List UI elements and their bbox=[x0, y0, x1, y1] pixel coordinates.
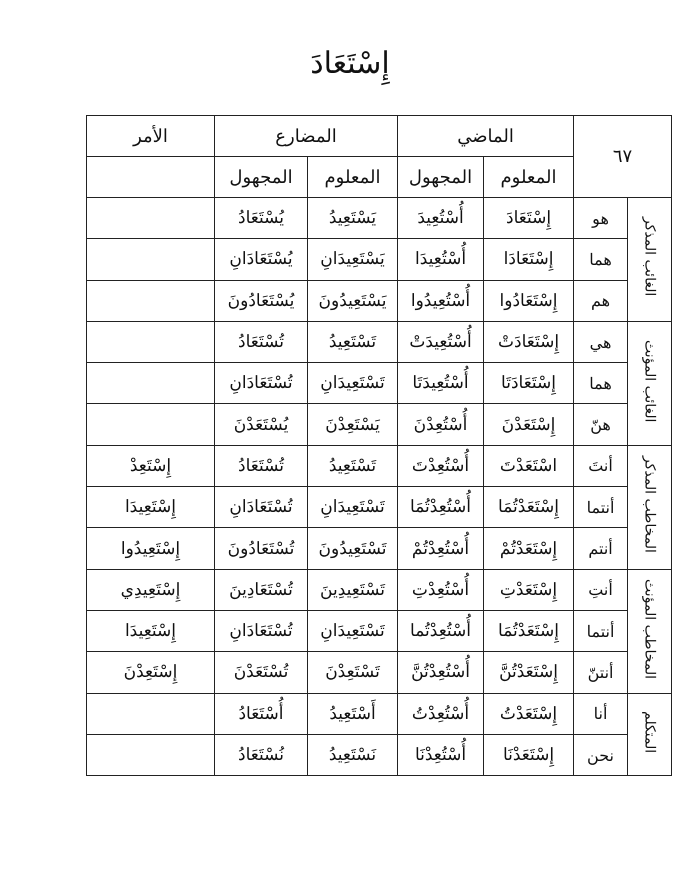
pronoun-cell: هما bbox=[574, 363, 628, 404]
mudari-maloum-cell: يَسْتَعِيدُونَ bbox=[308, 280, 398, 321]
table-row bbox=[87, 693, 672, 734]
page-title: إِسْتَعَادَ bbox=[310, 46, 390, 81]
header-madi-majhoul: المجهول bbox=[398, 157, 484, 198]
mudari-maloum-cell: يَسْتَعِيدُ bbox=[308, 198, 398, 239]
mudari-maloum-cell: يَسْتَعِيدَانِ bbox=[308, 239, 398, 280]
madi-majhoul-cell: أُسْتُعِيدَتْ bbox=[398, 321, 484, 362]
madi-maloum-cell: إِسْتَعَدْتُمْ bbox=[484, 528, 574, 569]
group-label-text: الغائب المذكر bbox=[641, 217, 658, 297]
pronoun-cell: هو bbox=[574, 198, 628, 239]
table-row bbox=[87, 198, 672, 239]
mudari-majhoul-cell: تُسْتَعَادَانِ bbox=[215, 487, 308, 528]
amr-cell bbox=[87, 280, 215, 321]
table-row bbox=[87, 363, 672, 404]
table-row bbox=[87, 610, 672, 651]
madi-majhoul-cell: أُسْتُعِدْتِ bbox=[398, 569, 484, 610]
table-row bbox=[87, 528, 672, 569]
mudari-majhoul-cell: أُسْتَعَادُ bbox=[215, 693, 308, 734]
madi-majhoul-cell: أُسْتُعِدْتَ bbox=[398, 445, 484, 486]
pronoun-cell: هما bbox=[574, 239, 628, 280]
header-madi: الماضي bbox=[398, 116, 574, 157]
mudari-maloum-cell: تَسْتَعِيدُ bbox=[308, 445, 398, 486]
madi-maloum-cell: إِسْتَعَدْتِ bbox=[484, 569, 574, 610]
mudari-majhoul-cell: تُسْتَعَادَانِ bbox=[215, 610, 308, 651]
madi-majhoul-cell: أُسْتُعِدْتُما bbox=[398, 610, 484, 651]
mudari-maloum-cell: تَسْتَعِيدَانِ bbox=[308, 610, 398, 651]
amr-cell: إِسْتَعِيدُوا bbox=[87, 528, 215, 569]
madi-majhoul-cell: أُسْتُعِيدَتَا bbox=[398, 363, 484, 404]
header-mudari: المضارع bbox=[215, 116, 398, 157]
amr-cell: إِسْتَعِيدَا bbox=[87, 487, 215, 528]
table-row bbox=[87, 445, 672, 486]
amr-cell: إِسْتَعِدْ bbox=[87, 445, 215, 486]
madi-majhoul-cell: أُسْتُعِدْتُمْ bbox=[398, 528, 484, 569]
amr-cell bbox=[87, 734, 215, 775]
mudari-majhoul-cell: تُسْتَعَادُ bbox=[215, 445, 308, 486]
amr-cell bbox=[87, 404, 215, 445]
amr-cell bbox=[87, 363, 215, 404]
madi-maloum-cell: إِسْتَعَادُوا bbox=[484, 280, 574, 321]
pronoun-cell: أنتم bbox=[574, 528, 628, 569]
madi-majhoul-cell: أُسْتُعِدْتُمَا bbox=[398, 487, 484, 528]
madi-maloum-cell: إِسْتَعَادَا bbox=[484, 239, 574, 280]
group-label-text: المخاطب المذكر bbox=[641, 456, 658, 554]
madi-majhoul-cell: أُسْتُعِيدُوا bbox=[398, 280, 484, 321]
table-row bbox=[87, 487, 672, 528]
group-label bbox=[628, 321, 672, 445]
header-amr: الأمر bbox=[87, 116, 215, 157]
header-mudari-maloum: المعلوم bbox=[308, 157, 398, 198]
madi-maloum-cell: إِسْتَعَادَ bbox=[484, 198, 574, 239]
mudari-majhoul-cell: نُسْتَعَادُ bbox=[215, 734, 308, 775]
table-row bbox=[87, 652, 672, 693]
madi-maloum-cell: إِسْتَعَادَتَا bbox=[484, 363, 574, 404]
madi-maloum-cell: إِسْتَعَدْنَا bbox=[484, 734, 574, 775]
table-row bbox=[87, 239, 672, 280]
pronoun-cell: هي bbox=[574, 321, 628, 362]
pronoun-cell: أنتنّ bbox=[574, 652, 628, 693]
header-mudari-majhoul: المجهول bbox=[215, 157, 308, 198]
mudari-maloum-cell: تَسْتَعِيدُونَ bbox=[308, 528, 398, 569]
pronoun-cell: أنتما bbox=[574, 610, 628, 651]
mudari-majhoul-cell: تُسْتَعَادُ bbox=[215, 321, 308, 362]
group-label-text: المخاطب المؤنث bbox=[641, 578, 658, 679]
madi-maloum-cell: إِسْتَعَدْنَ bbox=[484, 404, 574, 445]
madi-majhoul-cell: أُسْتُعِيدَ bbox=[398, 198, 484, 239]
madi-maloum-cell: إِسْتَعَدْتُمَا bbox=[484, 487, 574, 528]
pronoun-cell: هنّ bbox=[574, 404, 628, 445]
table-row bbox=[87, 569, 672, 610]
mudari-maloum-cell: تَسْتَعِيدِينَ bbox=[308, 569, 398, 610]
amr-cell bbox=[87, 239, 215, 280]
madi-majhoul-cell: أُسْتُعِيدَا bbox=[398, 239, 484, 280]
amr-cell: إِسْتَعِدْنَ bbox=[87, 652, 215, 693]
amr-cell: إِسْتَعِيدَا bbox=[87, 610, 215, 651]
madi-maloum-cell: إِسْتَعَدْتُمَا bbox=[484, 610, 574, 651]
amr-cell bbox=[87, 693, 215, 734]
pronoun-cell: أنا bbox=[574, 693, 628, 734]
verb-number: ٦٧ bbox=[574, 116, 672, 198]
mudari-majhoul-cell: تُسْتَعَدْنَ bbox=[215, 652, 308, 693]
mudari-majhoul-cell: تُسْتَعَادُونَ bbox=[215, 528, 308, 569]
pronoun-cell: أنتِ bbox=[574, 569, 628, 610]
pronoun-cell: نحن bbox=[574, 734, 628, 775]
mudari-majhoul-cell: تُسْتَعَادِينَ bbox=[215, 569, 308, 610]
header-madi-maloum: المعلوم bbox=[484, 157, 574, 198]
table-row bbox=[87, 321, 672, 362]
mudari-maloum-cell: تَسْتَعِيدُ bbox=[308, 321, 398, 362]
madi-majhoul-cell: أُسْتُعِدْنَا bbox=[398, 734, 484, 775]
mudari-maloum-cell: يَسْتَعِدْنَ bbox=[308, 404, 398, 445]
group-label bbox=[628, 569, 672, 693]
conjugation-table bbox=[86, 115, 672, 776]
pronoun-cell: أنتما bbox=[574, 487, 628, 528]
madi-majhoul-cell: أُسْتُعِدْتُنَّ bbox=[398, 652, 484, 693]
pronoun-cell: هم bbox=[574, 280, 628, 321]
mudari-maloum-cell: أَسْتَعِيدُ bbox=[308, 693, 398, 734]
table-row bbox=[87, 734, 672, 775]
group-label bbox=[628, 693, 672, 776]
mudari-maloum-cell: نَسْتَعِيدُ bbox=[308, 734, 398, 775]
mudari-majhoul-cell: تُسْتَعَادَانِ bbox=[215, 363, 308, 404]
madi-maloum-cell: إِسْتَعَدْتُ bbox=[484, 693, 574, 734]
madi-maloum-cell: إِسْتَعَادَتْ bbox=[484, 321, 574, 362]
mudari-maloum-cell: تَسْتَعِيدَانِ bbox=[308, 363, 398, 404]
mudari-majhoul-cell: يُسْتَعَادُونَ bbox=[215, 280, 308, 321]
amr-cell bbox=[87, 198, 215, 239]
madi-maloum-cell: اسْتَعَدْتَ bbox=[484, 445, 574, 486]
amr-cell: إِسْتَعِيدِي bbox=[87, 569, 215, 610]
group-label bbox=[628, 445, 672, 569]
amr-cell bbox=[87, 321, 215, 362]
madi-majhoul-cell: أُسْتُعِدْتُ bbox=[398, 693, 484, 734]
mudari-majhoul-cell: يُسْتَعَادَانِ bbox=[215, 239, 308, 280]
header-amr-empty bbox=[87, 157, 215, 198]
mudari-maloum-cell: تَسْتَعِدْنَ bbox=[308, 652, 398, 693]
madi-majhoul-cell: أُسْتُعِدْنَ bbox=[398, 404, 484, 445]
madi-maloum-cell: إِسْتَعَدْتُنَّ bbox=[484, 652, 574, 693]
group-label-text: المتكلم bbox=[641, 710, 658, 753]
group-label bbox=[628, 198, 672, 322]
mudari-maloum-cell: تَسْتَعِيدَانِ bbox=[308, 487, 398, 528]
pronoun-cell: أنتَ bbox=[574, 445, 628, 486]
group-label-text: الغائب المؤنث bbox=[641, 339, 658, 423]
table-row bbox=[87, 404, 672, 445]
mudari-majhoul-cell: يُسْتَعَادُ bbox=[215, 198, 308, 239]
mudari-majhoul-cell: يُسْتَعَدْنَ bbox=[215, 404, 308, 445]
table-row bbox=[87, 280, 672, 321]
